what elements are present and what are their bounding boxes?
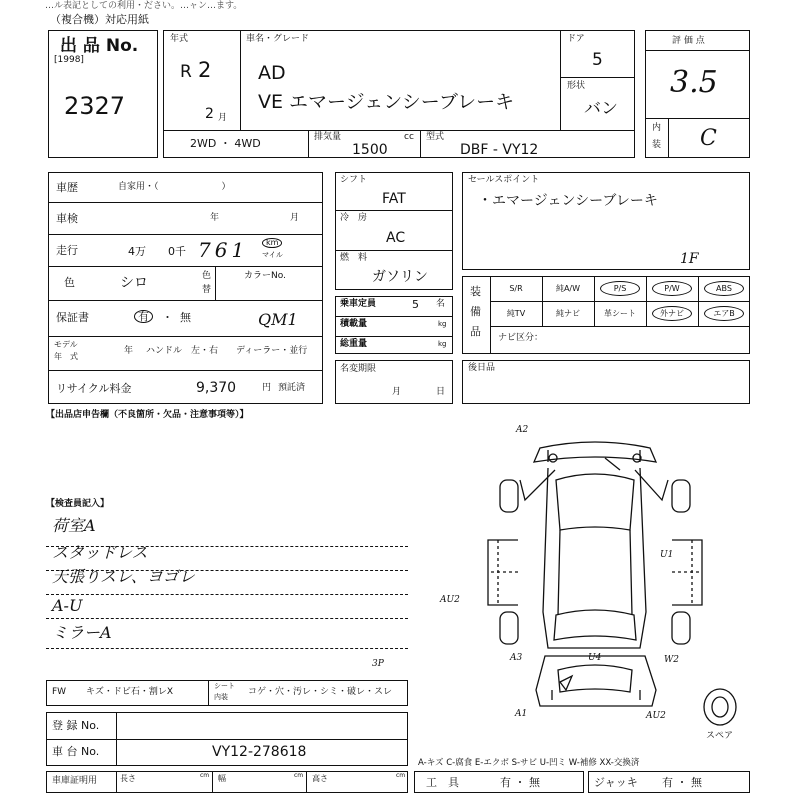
shift-label: シフト	[340, 175, 368, 185]
history-label: 車歴	[56, 181, 78, 194]
tools-value: 有 ・ 無	[500, 776, 540, 789]
year-month: 2	[205, 106, 214, 122]
shift-value: FAT	[382, 191, 406, 207]
top-note: …ル表記としての利用・ださい。…ャン…ます。	[45, 1, 243, 11]
shaken-label: 車検	[56, 212, 78, 225]
shaken-year: 年	[210, 213, 220, 223]
recycle-label: リサイクル料金	[56, 382, 132, 395]
expiry-label: 名変期限	[340, 364, 377, 374]
drive-type: 2WD ・ 4WD	[190, 137, 261, 150]
fw-label: FW	[52, 687, 67, 697]
color-change-2: 替	[202, 285, 212, 295]
equipment-side-label: 備	[470, 305, 481, 318]
equipment-item: P/S	[600, 281, 640, 296]
garage-length: 長さ	[120, 774, 136, 783]
fuel-label: 燃 料	[340, 253, 368, 263]
year-label: 年式	[170, 34, 189, 44]
selling-label: セールスポイント	[468, 175, 540, 185]
recycle-unit: 円	[262, 383, 272, 393]
colorno-value: QM1	[258, 310, 298, 329]
equipment-item: 純TV	[506, 309, 526, 318]
recycle-value: 9,370	[196, 380, 237, 396]
later-label: 後日品	[468, 363, 496, 373]
score-label: 評 価 点	[672, 36, 705, 46]
door-value: 5	[592, 50, 603, 70]
interior-label-1: 内	[652, 123, 662, 133]
load-label: 積載量	[340, 319, 368, 329]
garage-height-cm: cm	[396, 772, 406, 779]
equipment-item: 純ナビ	[556, 309, 580, 318]
displacement-unit: cc	[404, 132, 414, 142]
seat-label-1: シート	[214, 682, 235, 690]
later-box	[462, 360, 750, 404]
load-unit: kg	[438, 320, 447, 328]
mileage-label: 走行	[56, 244, 78, 257]
score-value: 3.5	[670, 65, 718, 100]
model-name: AD	[258, 62, 286, 84]
warranty-no: 無	[180, 311, 191, 324]
mileage-handwritten: 761	[198, 238, 249, 262]
diag-mark-a1: A1	[515, 709, 528, 719]
inspector-note: スタッドレス	[52, 543, 148, 562]
capacity-unit: 名	[436, 299, 446, 309]
body-value: バン	[584, 99, 618, 119]
damage-legend: A-キズ C-腐食 E-エクボ S-サビ U-凹ミ W-補修 XX-交換済	[418, 758, 640, 768]
equipment-side-label: 装	[470, 285, 481, 298]
diag-mark-a2: A2	[516, 425, 529, 435]
inspector-note: ミラーA	[52, 623, 112, 642]
recycle-status: 預託済	[278, 383, 306, 393]
gross-label: 総重量	[340, 339, 368, 349]
interior-note: 3P	[372, 659, 384, 669]
equipment-item: S/R	[509, 284, 523, 293]
garage-box	[46, 771, 408, 793]
exterior-items: キズ・ドビ石・割レX	[86, 687, 173, 697]
warranty-yes: 有	[134, 310, 153, 323]
gross-unit: kg	[438, 340, 447, 348]
jack-label: ジャッキ	[594, 776, 638, 789]
year-num: 2	[198, 58, 212, 82]
diag-mark-a3: A3	[510, 653, 523, 663]
equipment-item: エアB	[704, 306, 744, 321]
body-label: 形状	[567, 81, 586, 91]
mileage-man: 4万	[128, 245, 146, 258]
colorno-label: カラーNo.	[244, 271, 286, 281]
garage-width: 幅	[218, 774, 226, 783]
mileage-unit-km: km	[262, 238, 282, 248]
inspector-note: 荷室A	[52, 516, 96, 535]
spare-label: スペア	[706, 731, 734, 741]
warranty-dot: ・	[162, 311, 173, 324]
selling-box	[462, 172, 750, 270]
equipment-side-label: 品	[470, 325, 481, 338]
jack-value: 有 ・ 無	[662, 776, 702, 789]
interior-label-2: 装	[652, 140, 662, 150]
model-label: 車名・グレード	[246, 34, 310, 44]
displacement-label: 排気量	[314, 132, 342, 142]
mileage-sen: 0千	[168, 245, 186, 258]
lot-label: 出 品 No.	[60, 36, 139, 56]
diag-mark-au2-rear: AU2	[646, 711, 666, 721]
garage-height: 高さ	[312, 774, 328, 783]
fuel-value: ガソリン	[372, 269, 428, 285]
type-value: DBF - VY12	[460, 142, 539, 158]
paper-type: （複合機）対応用紙	[50, 13, 149, 26]
color-label: 色	[64, 276, 75, 289]
declaration-label: 【出品店申告欄（不良箇所・欠品・注意事項等）】	[46, 410, 249, 420]
mileage-unit-mile: マイル	[262, 251, 283, 259]
seat-label-2: 内装	[214, 693, 228, 701]
capacity-value: 5	[412, 298, 419, 311]
interior-items: コゲ・穴・汚レ・シミ・破レ・スレ	[248, 687, 393, 697]
year-era: R	[180, 62, 192, 82]
model-grade: VE エマージェンシーブレーキ	[258, 91, 515, 113]
equipment-item: 革シート	[604, 309, 636, 318]
model-year-year: 年	[124, 346, 134, 356]
capacity-label: 乗車定員	[340, 299, 377, 309]
diag-mark-au2-side: AU2	[440, 595, 460, 605]
equipment-item: 外ナビ	[652, 306, 692, 321]
diag-mark-w2: W2	[664, 655, 679, 665]
garage-length-cm: cm	[200, 772, 210, 779]
model-year-handle: ハンドル 左・右	[146, 346, 219, 356]
expiry-month: 月	[392, 387, 402, 397]
model-year-label-2: 年 式	[54, 352, 78, 361]
inspector-label: 【検査員記入】	[46, 499, 110, 509]
year-month-unit: 月	[218, 113, 228, 123]
shaken-month: 月	[290, 213, 300, 223]
displacement-value: 1500	[352, 142, 388, 158]
navi-label: ナビ区分：	[498, 333, 544, 343]
lot-number: 2327	[64, 92, 126, 120]
color-value: シロ	[120, 275, 148, 291]
interior-value: C	[700, 126, 717, 151]
selling-note: 1F	[680, 251, 699, 267]
history-value: 自家用・（ ）	[118, 182, 231, 192]
tools-label: 工 具	[426, 776, 459, 789]
equipment-item: 純A/W	[555, 284, 581, 293]
model-year-label-1: モデル	[54, 340, 78, 349]
aircon-label: 冷 房	[340, 213, 368, 223]
equipment-item: ABS	[704, 281, 744, 296]
type-label: 型式	[426, 132, 445, 142]
aircon-value: AC	[386, 230, 406, 246]
selling-value: ・エマージェンシーブレーキ	[478, 193, 658, 209]
chassis-value: VY12-278618	[212, 744, 307, 760]
warranty-label: 保証書	[56, 311, 89, 324]
equipment-item: P/W	[652, 281, 692, 296]
garage-width-cm: cm	[294, 772, 304, 779]
expiry-day: 日	[436, 387, 446, 397]
model-year-dealer: ディーラー・並行	[236, 346, 308, 356]
diag-mark-u1: U1	[660, 550, 674, 560]
door-label: ドア	[567, 34, 585, 44]
inspector-note: A-U	[52, 596, 83, 615]
lot-small: [1998]	[54, 55, 84, 65]
chassis-label: 車 台 No.	[52, 745, 100, 758]
diag-mark-u4: U4	[588, 653, 602, 663]
color-change-1: 色	[202, 271, 212, 281]
registration-label: 登 録 No.	[52, 719, 100, 732]
garage-label: 車庫証明用	[52, 776, 98, 786]
inspector-note: 天張りスレ、ヨゴレ	[52, 567, 195, 586]
